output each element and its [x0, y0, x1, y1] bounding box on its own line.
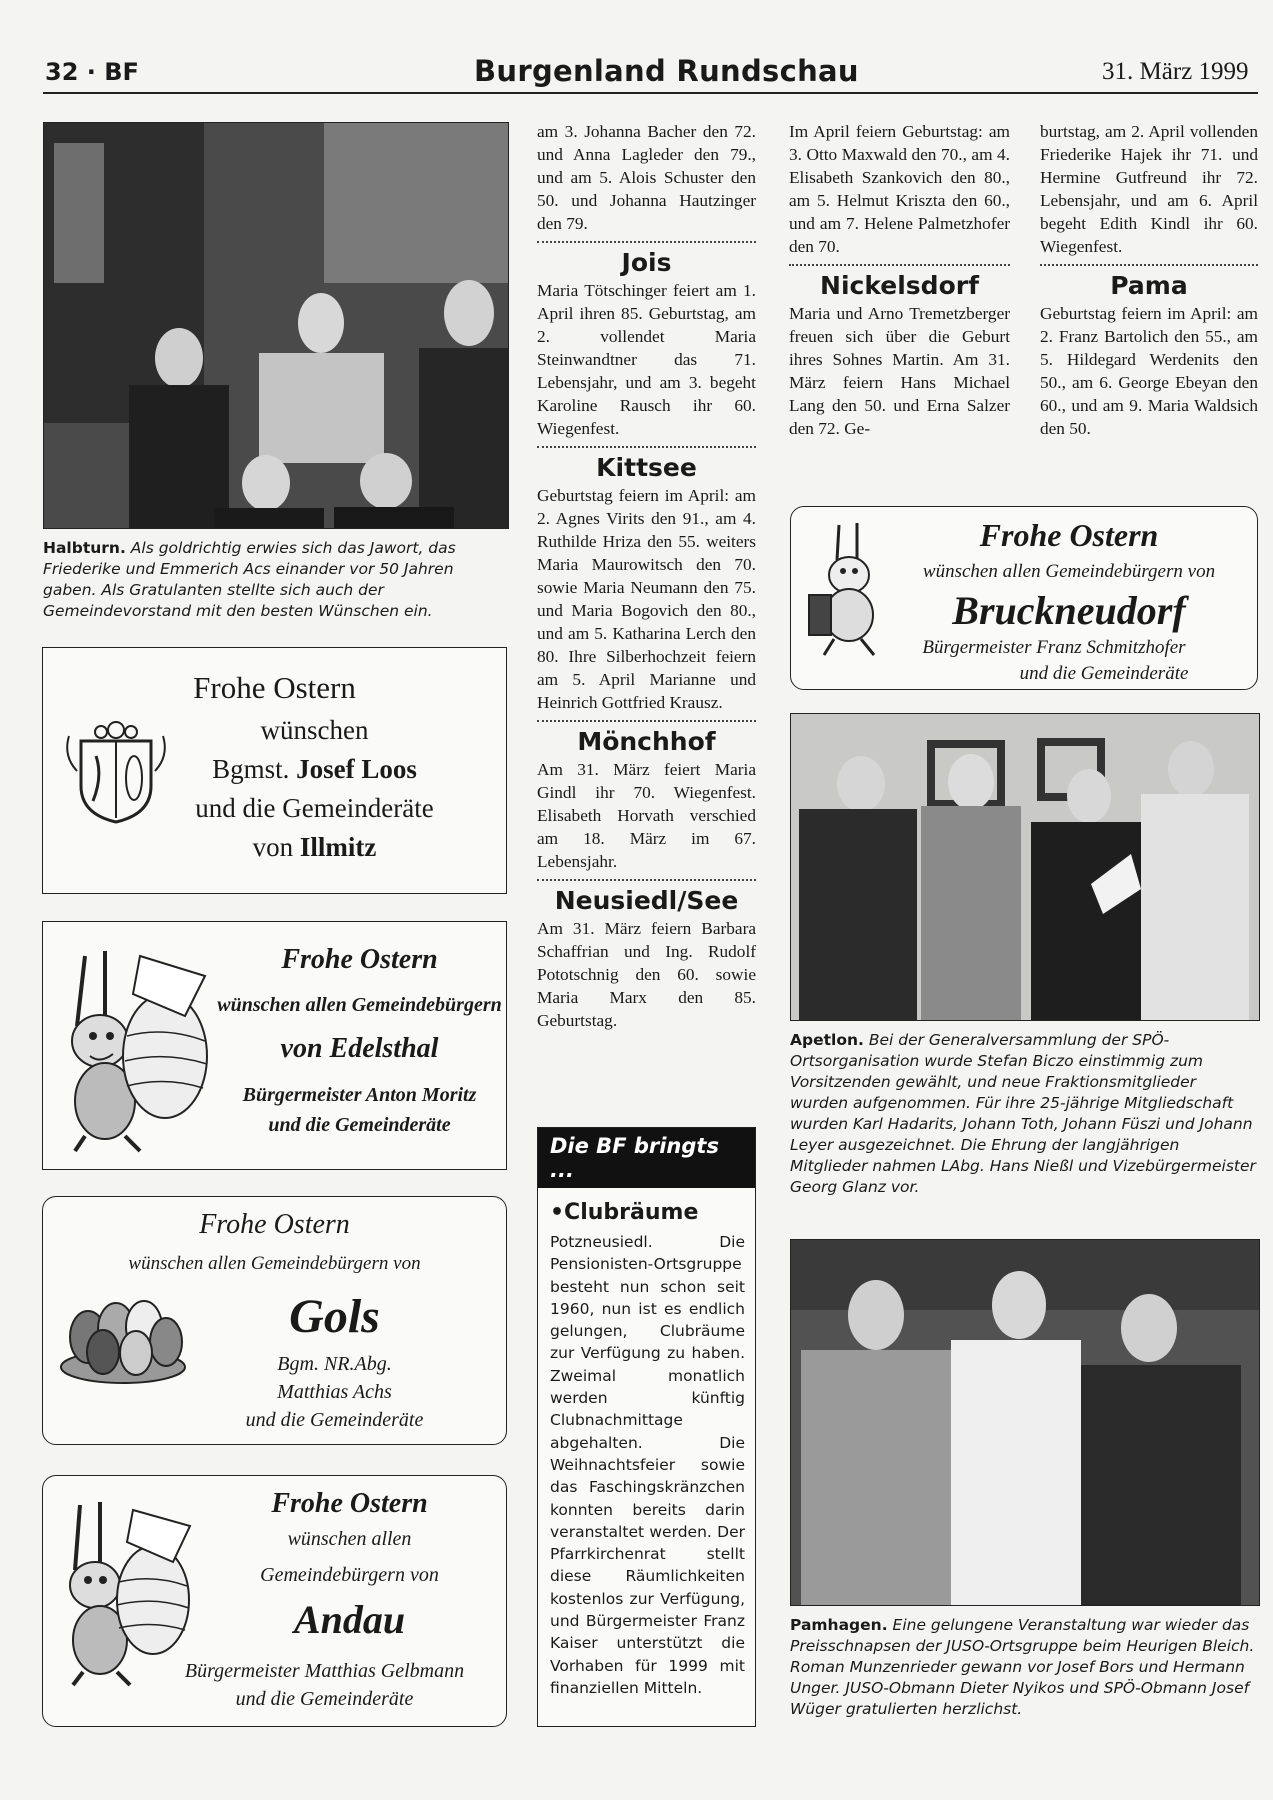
article-text: Geburtstag feiern im April: am 2. Franz Bartolich den 55., am 5. Hildegard Werdenits den 50., am 6. George Ebeyan den 60., und am 9. Maria Waldsich den 50. [1040, 304, 1258, 438]
apetlon-caption [790, 1030, 1258, 1198]
sidebar-text: Potzneusiedl. Die Pensionisten-Ortsgruppe besteht nun schon seit 1960, nun ist es endlich gelungen, Clubräume zur Verfügung zu haben. Zweimal monatlich werden künftig Clubnachmittage abgehalten. Die Weihnachtsfeier sowie das Faschingskränzchen konnten bereits darin veranstaltet werden. Der Pfarrkirchenrat stellt diese Räumlichkeiten kostenlos zur Verfügung, und Bürgermeister Franz Kaiser unterstützt die Vorhaben für 1999 mit finanziellen Mitteln. [550, 1233, 745, 1697]
ad-andau [42, 1475, 507, 1727]
ad-place: Andau [293, 1597, 406, 1642]
ad-greeting: Frohe Ostern [193, 670, 356, 705]
ad-place: von Edelsthal [280, 1033, 439, 1064]
ad-illmitz [42, 647, 507, 894]
pamhagen-photo [790, 1239, 1260, 1606]
apetlon-photo [790, 713, 1260, 1021]
ad-line: und die Gemeinderäte [1019, 663, 1189, 684]
ad-place: Bruckneudorf [952, 588, 1186, 633]
page-number: 32 · BF [45, 58, 139, 86]
halbturn-caption [43, 538, 507, 622]
halbturn-photo [43, 122, 509, 529]
ad-mayor: Bürgermeister Anton Moritz [242, 1084, 477, 1106]
section-heading-kittsee: Kittsee [537, 446, 756, 484]
article-text: Im April feiern Geburtstag: am 3. Otto Maxwald den 70., am 4. Elisabeth Szankovich den 80., am 5. Helmut Kriszta den 60., und am 7. Helene Palmetzhofer den 70. [789, 122, 1010, 256]
section-heading-moenchhof: Mönchhof [537, 720, 756, 758]
article-text: Geburtstag feiern im April: am 2. Agnes Virits den 91., am 4. Ruthilde Hriza den 55. weiters Maria Maurowitsch den 70. sowie Maria Neumann den 75. und Maria Bogovich den 80., und am 5. Katharina Lerch den 80. Ihre Silberhochzeit feiern am 5. April Marianne und Heinrich Gottfried Krausz. [537, 486, 756, 712]
ad-mayor: Matthias Achs [277, 1381, 392, 1403]
ad-line: wünschen allen Gemeindebürgern [217, 994, 502, 1016]
caption-text: Als goldrichtig erwies sich das Jawort, das Friederike und Emmerich Acs einander vor 50 Jahren gaben. Als Gratulanten stellte sich auch der Gemeindevorstand mit den besten Wünschen ein. [43, 539, 456, 620]
section-heading-pama: Pama [1040, 264, 1258, 302]
caption-text: Eine gelungene Veranstaltung war wieder das Preisschnapsen der JUSO-Ortsgruppe beim Heurigen Bleich. Roman Munzenrieder gewann vor Josef Bors und Hermann Unger. JUSO-Obmann Dieter Nyikos und SPÖ-Obmann Josef Wüger gratulierten herzlichst. [790, 1616, 1255, 1718]
article-text: Maria und Arno Tremetzberger freuen sich über die Geburt ihres Sohnes Martin. Am 31. März feiern Hans Michael Lang den 50. und Erna Salzer den 72. Ge- [789, 304, 1010, 438]
section-heading-neusiedl: Neusiedl/See [537, 879, 756, 917]
ad-line: und die Gemeinderäte [195, 793, 434, 823]
article-text: Maria Tötschinger feiert am 1. April ihren 85. Geburtstag, am 2. vollendet Maria Steinwandtner das 71. Lebensjahr, und am 3. begeht Karoline Rausch ihr 60. Wiegenfest. [537, 281, 756, 438]
ad-line: wünschen allen [287, 1528, 412, 1550]
ad-greeting: Frohe Ostern [281, 944, 438, 975]
article-text: Am 31. März feiert Maria Gindl ihr 70. Wiegenfest. Elisabeth Horvath verschied am 18. März im 67. Lebensjahr. [537, 760, 756, 871]
caption-place: Pamhagen. [790, 1616, 888, 1634]
ad-line: wünschen allen Gemeindebürgern von [128, 1253, 421, 1274]
article-text: am 3. Johanna Bacher den 72. und Anna Lagleder den 79., und am 5. Alois Schuster den 50. und Johanna Hautzinger den 79. [537, 122, 756, 233]
ad-mayor-title: Bgm. NR.Abg. [277, 1353, 392, 1375]
ad-line: wünschen allen Gemeindebürgern von [922, 561, 1216, 582]
ad-line: und die Gemeinderäte [268, 1114, 451, 1136]
ad-bruckneudorf [790, 506, 1258, 690]
sidebar-title: •Clubräume [550, 1200, 699, 1225]
ad-mayor: Bürgermeister Matthias Gelbmann [184, 1660, 465, 1682]
pamhagen-caption [790, 1615, 1258, 1720]
ad-line: und die Gemeinderäte [245, 1409, 424, 1431]
section-heading-jois: Jois [537, 241, 756, 279]
caption-place: Halbturn. [43, 539, 126, 557]
column-3 [789, 120, 1010, 440]
caption-text: Bei der Generalversammlung der SPÖ-Ortsorganisation wurde Stefan Biczo einstimmig zum Vorsitzenden gewählt, und neue Fraktionsmitglieder wurden aufgenommen. Für ihre 25-jährige Mitgliedschaft wurden Karl Hadarits, Johann Toth, Johann Füszi und Johann Leyer ausgezeichnet. Die Ehrung der langjährigen Mitglieder nahmen LAbg. Hans Nießl und Vizebürgermeister Georg Glanz vor. [790, 1031, 1256, 1196]
ad-mayor-name: Josef Loos [296, 754, 417, 784]
ad-place-name: Illmitz [299, 832, 377, 862]
newspaper-title: Burgenland Rundschau [474, 54, 859, 88]
issue-date: 31. März 1999 [1102, 58, 1249, 85]
easter-bunny-icon [55, 936, 225, 1158]
ad-place: Gols [289, 1290, 380, 1343]
header-rule [43, 92, 1258, 94]
ad-greeting: Frohe Ostern [979, 517, 1159, 553]
ad-place [123, 832, 506, 863]
ad-greeting: Frohe Ostern [271, 1488, 428, 1519]
ad-line: Gemeindebürgern von [260, 1564, 439, 1586]
sidebar-box [537, 1127, 756, 1727]
ad-greeting: Frohe Ostern [199, 1209, 350, 1240]
column-4 [1040, 120, 1258, 440]
sidebar-header: Die BF bringts ... [538, 1128, 755, 1188]
ad-place-prefix: von [252, 832, 294, 862]
article-text: burtstag, am 2. April vollenden Friederike Hajek ihr 71. und Hermine Gutfreund ihr 72. Lebensjahr, und am 6. April begeht Edith Kindl ihr 60. Wiegenfest. [1040, 122, 1258, 256]
section-heading-nickelsdorf: Nickelsdorf [789, 264, 1010, 302]
column-2 [537, 120, 756, 1032]
ad-mayor: Bürgermeister Franz Schmitzhofer [922, 637, 1186, 658]
ad-mayor-prefix: Bgmst. [212, 754, 290, 784]
ad-line: und die Gemeinderäte [235, 1688, 414, 1710]
ad-edelsthal [42, 921, 507, 1170]
caption-place: Apetlon. [790, 1031, 864, 1049]
article-text: Am 31. März feiern Barbara Schaffrian und Ing. Rudolf Pototschnig den 60. sowie Maria Marx den 85. Geburtstag. [537, 919, 756, 1030]
ad-gols [42, 1196, 507, 1445]
ad-mayor [123, 754, 506, 785]
ad-line: wünschen [260, 715, 369, 745]
